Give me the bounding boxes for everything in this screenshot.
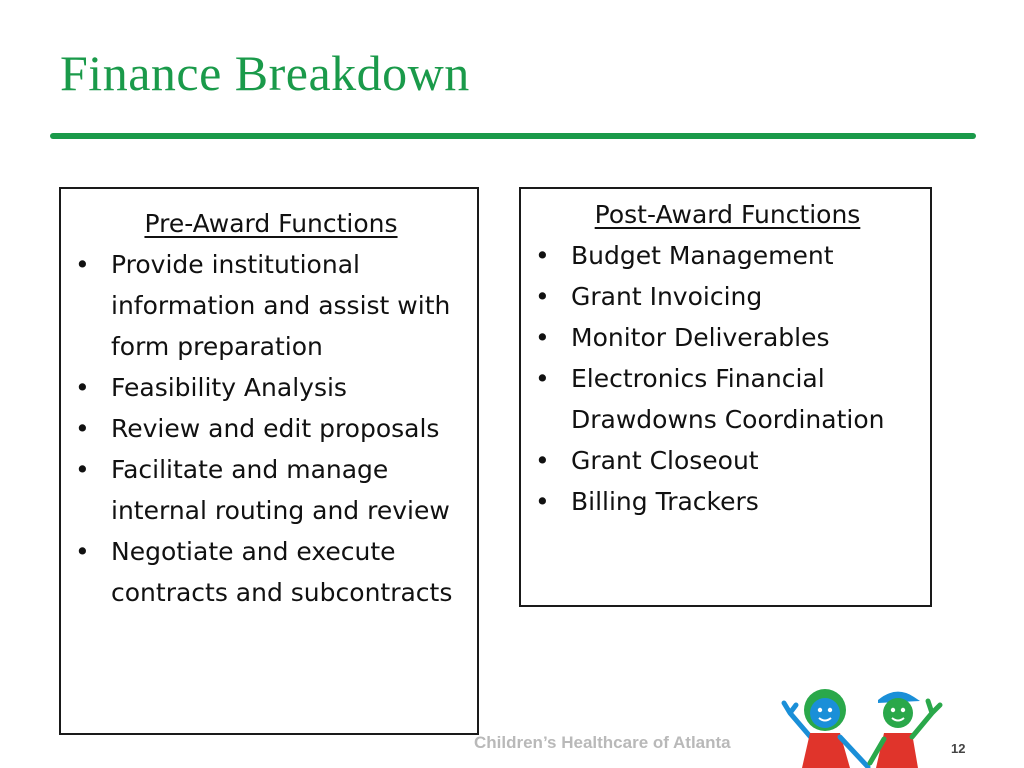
title-divider xyxy=(50,133,976,139)
list-item: • Negotiate and execute contracts and subcontracts xyxy=(75,531,467,613)
pre-award-heading: Pre-Award Functions xyxy=(144,209,398,238)
list-item: • Grant Invoicing xyxy=(535,276,920,317)
list-item: • Review and edit proposals xyxy=(75,408,467,449)
list-item: • Budget Management xyxy=(535,235,920,276)
post-award-list xyxy=(535,235,920,522)
list-item: • Facilitate and manage internal routing and review xyxy=(75,449,467,531)
list-item: • Provide institutional information and assist with form preparation xyxy=(75,244,467,367)
list-item: • Billing Trackers xyxy=(535,481,920,522)
list-item: • Monitor Deliverables xyxy=(535,317,920,358)
list-item: • Grant Closeout xyxy=(535,440,920,481)
post-award-heading: Post-Award Functions xyxy=(594,200,861,229)
childrens-logo xyxy=(780,675,945,768)
post-award-box xyxy=(519,187,932,607)
list-item: • Electronics Financial Drawdowns Coordination xyxy=(535,358,920,440)
page-number: 12 xyxy=(951,741,966,756)
slide-title: Finance Breakdown xyxy=(60,45,470,101)
pre-award-box xyxy=(59,187,479,735)
list-item: • Feasibility Analysis xyxy=(75,367,467,408)
footer-organization: Children’s Healthcare of Atlanta xyxy=(474,733,731,752)
pre-award-list xyxy=(75,244,467,613)
